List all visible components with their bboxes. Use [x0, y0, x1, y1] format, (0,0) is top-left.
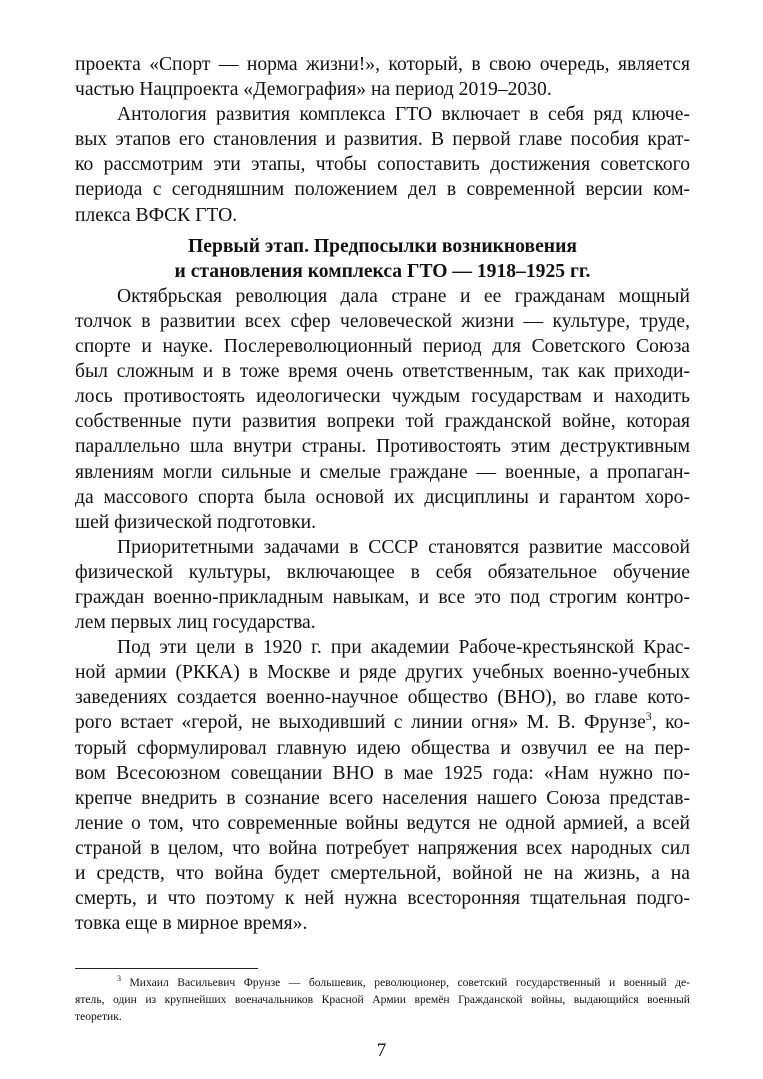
text-line: да массового спорта была основой их дисциплины и гарантом хоро- — [75, 486, 690, 508]
footnote-line — [75, 975, 690, 992]
text-line: периода с сегодняшним положением дел в современной версии ком- — [75, 179, 690, 201]
text-line: был сложным и в тоже время очень ответственным, так как приходи- — [75, 361, 690, 383]
text-line: заведениях создается военно-научное общество (ВНО), во главе кото- — [75, 687, 690, 709]
section-heading-line-2: и становления комплекса ГТО — 1918–1925 гг. — [174, 260, 591, 282]
text-line: плекса ВФСК ГТО. — [75, 204, 238, 226]
vno-paragraph — [75, 635, 690, 936]
text-line: Антология развития комплекса ГТО включает в себя ряд ключе- — [117, 104, 690, 126]
text-line: толчок в развитии всех сфер человеческой жизни — культуре, труде, — [75, 310, 690, 332]
text-span: рого встает «герой, не выходивший с линии огня» М. В. Фрунзе — [75, 712, 646, 734]
section-heading-line-1: Первый этап. Предпосылки возникновения — [188, 235, 577, 257]
text-line: вых этапов его становления и развития. В первой главе пособия крат- — [75, 129, 690, 151]
text-span: , ко- — [651, 712, 690, 734]
text-line — [75, 710, 690, 735]
footnote-line: ятель, один из крупнейших военачальников Красной Армии времён Гражданской войны, выдающийся военный — [75, 992, 690, 1006]
text-line: и средств, что война будет смертельной, войной не на жизнь, а на — [75, 863, 690, 884]
text-line: страной в целом, что война потребует напряжения всех народных сил — [75, 837, 690, 859]
text-line: вом Всесоюзном совещании ВНО в мае 1925 года: «Нам нужно по- — [75, 762, 690, 784]
footnote-marker: 3 — [117, 974, 121, 983]
text-line: крепче внедрить в сознание всего населения нашего Союза представ- — [75, 787, 690, 809]
anthology-paragraph — [75, 102, 690, 227]
footnote-ref[interactable]: 3 — [645, 709, 652, 724]
intro-paragraph — [75, 52, 690, 102]
footnote-line: теоретик. — [75, 1009, 122, 1023]
text-line: параллельно шла внутри страны. Противостоять этим деструктивным — [75, 436, 690, 458]
revolution-paragraph — [75, 284, 690, 535]
text-line: частью Нацпроекта «Демография» на период 2019–2030. — [75, 79, 552, 101]
text-line: собственные пути развития вопреки той гражданской войне, которая — [75, 411, 690, 433]
text-line: Под эти цели в 1920 г. при академии Рабоче-крестьянской Крас- — [117, 637, 690, 659]
footnote-text: Михаил Васильевич Фрунзе — большевик, революционер, советский государственный и военный де- — [121, 976, 690, 989]
text-line: ление о том, что современные войны ведутся не одной армией, а всей — [75, 812, 690, 834]
text-line: лось противостоять идеологически чуждым государствам и находить — [75, 386, 690, 408]
text-line: ко рассмотрим эти этапы, чтобы сопоставить достижения советского — [75, 154, 690, 176]
text-line: физической культуры, включающее в себя обязательное обучение — [75, 561, 690, 583]
priorities-paragraph — [75, 535, 690, 635]
text-line: Приоритетными задачами в СССР становятся развитие массовой — [117, 536, 690, 558]
footnote-divider — [75, 968, 258, 969]
page-body — [75, 52, 690, 936]
text-line: проекта «Спорт — норма жизни!», который, в свою очередь, является — [75, 54, 690, 75]
text-line: Октябрьская революция дала стране и ее гражданам мощный — [117, 285, 690, 307]
text-line: спорте и науке. Послереволюционный период для Советского Союза — [75, 336, 690, 358]
section-heading — [75, 234, 690, 284]
text-line: граждан военно-прикладным навыкам, и все это под строгим контро- — [75, 586, 690, 608]
footnote — [75, 975, 690, 1025]
text-line: лем первых лиц государства. — [75, 612, 316, 634]
text-line: ной армии (РККА) в Москве и ряде других учебных военно-учебных — [75, 662, 690, 684]
text-line: смерть, и что поэтому к ней нужна всесторонняя тщательная подго- — [75, 888, 690, 910]
text-line: торый сформулировал главную идею общества и озвучил ее на пер- — [75, 737, 690, 759]
page-number: 7 — [376, 1040, 387, 1061]
text-line: товка еще в мирное время». — [75, 913, 308, 935]
text-line: шей физической подготовки. — [75, 511, 317, 533]
text-line: явлениям могли сильные и смелые граждане — военные, а пропаган- — [75, 461, 690, 483]
